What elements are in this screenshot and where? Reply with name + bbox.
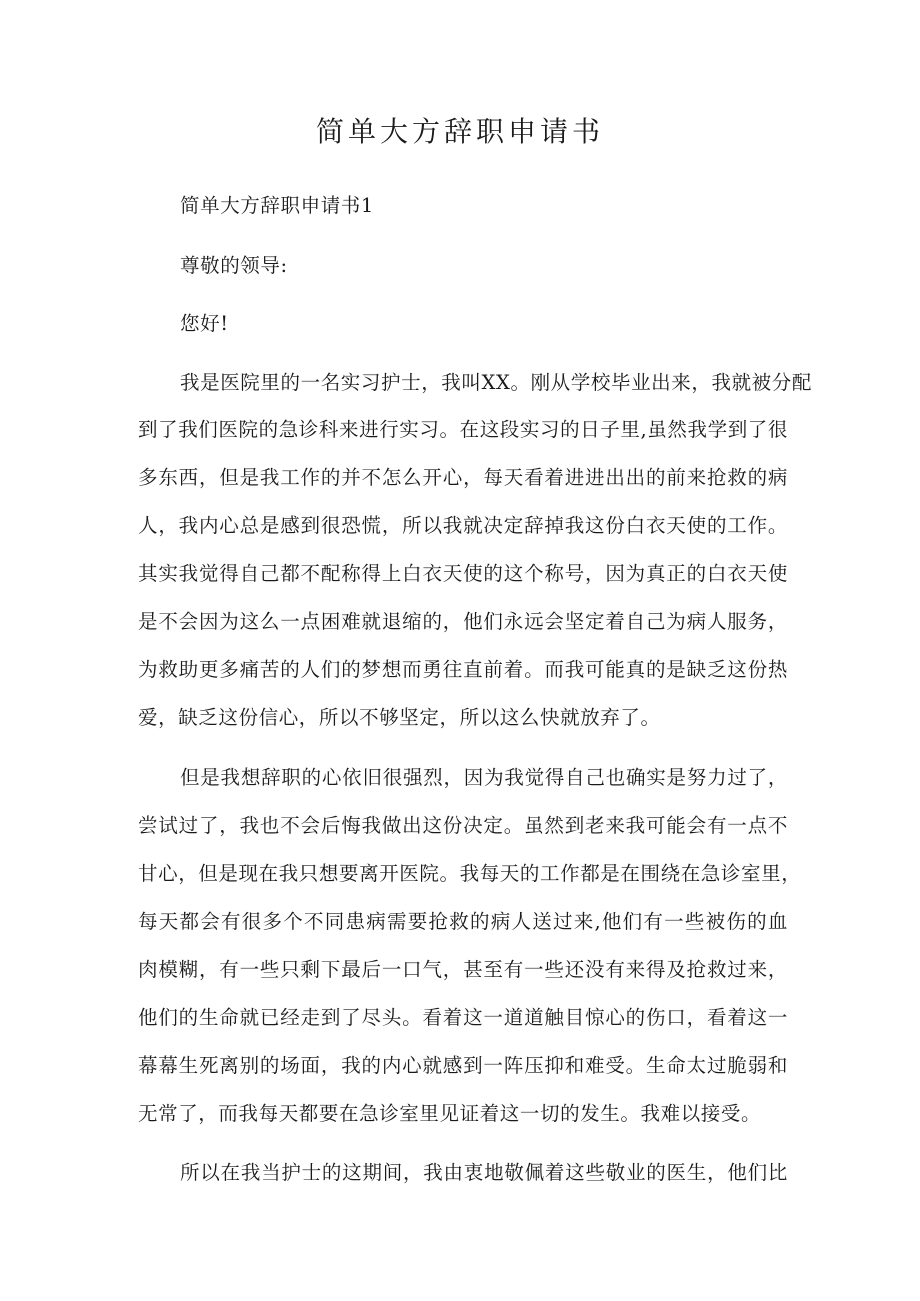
paragraph-2-line-4: 每天都会有很多个不同患病需要抢救的病人送过来,他们有一些被伤的血 <box>138 910 788 933</box>
salutation: 尊敬的领导: <box>180 254 288 277</box>
paragraph-1-line-1: 我是医院里的一名实习护士，我叫XX。刚从学校毕业出来，我就被分配 <box>180 371 812 394</box>
paragraph-1-line-5: 其实我觉得自己都不配称得上白衣天使的这个称号，因为真正的白衣天使 <box>138 562 788 585</box>
paragraph-1-line-2: 到了我们医院的急诊科来进行实习。在这段实习的日子里,虽然我学到了很 <box>138 418 788 441</box>
paragraph-1-line-6: 是不会因为这么一点困难就退缩的，他们永远会坚定着自己为病人服务， <box>138 610 788 633</box>
paragraph-2-line-7: 幕幕生死离别的场面，我的内心就感到一阵压抑和难受。生命太过脆弱和 <box>138 1054 788 1077</box>
paragraph-1-line-8: 爱，缺乏这份信心，所以不够坚定，所以这么快就放弃了。 <box>138 706 661 729</box>
paragraph-3-line-1: 所以在我当护士的这期间，我由衷地敬佩着这些敬业的医生，他们比 <box>180 1161 788 1184</box>
paragraph-2-line-8: 无常了，而我每天都要在急诊室里见证着这一切的发生。我难以接受。 <box>138 1102 762 1125</box>
paragraph-2-line-6: 他们的生命就已经走到了尽头。看着这一道道触目惊心的伤口，看着这一 <box>138 1006 788 1029</box>
paragraph-1-line-3: 多东西，但是我工作的并不怎么开心，每天看着进进出出的前来抢救的病 <box>138 466 788 489</box>
greeting: 您好! <box>180 312 229 335</box>
paragraph-2-line-2: 尝试过了，我也不会后悔我做出这份决定。虽然到老来我可能会有一点不 <box>138 814 788 837</box>
paragraph-2-line-5: 肉模糊，有一些只剩下最后一口气，甚至有一些还没有来得及抢救过来， <box>138 958 788 981</box>
paragraph-1-line-4: 人，我内心总是感到很恐慌，所以我就决定辞掉我这份白衣天使的工作。 <box>138 514 788 537</box>
paragraph-2-line-1: 但是我想辞职的心依旧很强烈，因为我觉得自己也确实是努力过了， <box>180 766 788 789</box>
paragraph-2-line-3: 甘心，但是现在我只想要离开医院。我每天的工作都是在围绕在急诊室里， <box>138 862 802 885</box>
document-subtitle: 简单大方辞职申请书1 <box>180 194 374 217</box>
document-title: 简单大方辞职申请书 <box>315 115 604 148</box>
paragraph-1-line-7: 为救助更多痛苦的人们的梦想而勇往直前着。而我可能真的是缺乏这份热 <box>138 658 788 681</box>
